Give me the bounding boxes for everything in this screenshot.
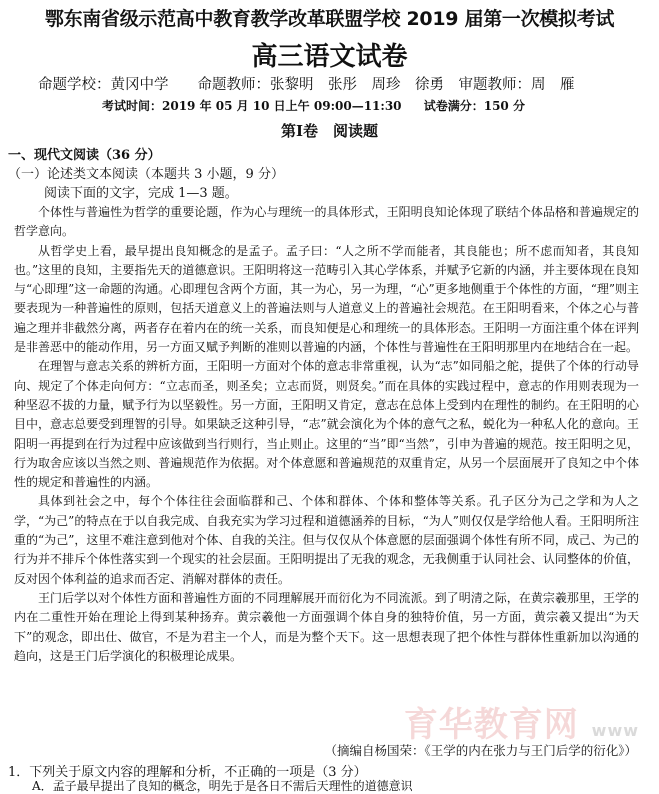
passage-paragraph: 王门后学以对个体性方面和普遍性方面的不同理解展开而衍化为不同流派。到了明清之际，在黄宗羲那里，王学的内在二重性开始在理论上得到某种扬弃。黄宗羲他一方面强调个体自身的独特价值，另一方面，黄宗羲又提出“为天下”的观念，即出仕、做官，不是为君主一个人，而是为整个天下。这一思想表现了把个体性与群体性重新加以沟通的趋向，这是王门后学演化的积极理论成果。 (14, 590, 639, 663)
passage-paragraph: 具体到社会之中，每个个体往往会面临群和己、个体和群体、个体和整体等关系。孔子区分为己之学和为人之学，“为己”的特点在于以自我完成、自我充实为学习过程和道德涵养的目标，“为人”则仅仅是学给他人看。王阳明所注重的“为己”，这里不难注意到他对个体、自我的关注。但与仅仅从个体意愿的层面强调个体性有所不同，成己、为己的行为并不排斥个体性落实到一个现实的社会层面。王阳明提出了无我的观念，无我侧重于认同社会、认同整体的价值，反对因个体利益的追求而否定、消解对群体的责任。 (14, 494, 639, 586)
roll-title: 第Ⅰ卷 阅读题 (280, 122, 379, 140)
question-1-stem: 1．下列关于原文内容的理解和分析，不正确的一项是（3 分） (8, 765, 367, 780)
watermark-text: 育华教育网 (403, 705, 579, 745)
full-score: 试卷满分：150 分 (423, 99, 525, 113)
staff-line: 命题学校：黄冈中学 命题教师：张黎明 张彤 周珍 徐勇 审题教师：周 雁 (38, 77, 575, 93)
school-union-title: 鄂东南省级示范高中教育教学改革联盟学校 2019 届第一次模拟考试 (44, 8, 615, 30)
passage-source: （摘编自杨国荣：《王学的内在张力与王门后学的衍化》） (324, 743, 637, 758)
passage (14, 203, 639, 666)
subsection-title: （一）论述类文本阅读（本题共 3 小题，9 分） (8, 167, 284, 182)
question-1-option-a: A．孟子最早提出了良知的概念，明先于是各日不需后天理性的道德意识 (32, 779, 413, 793)
passage-paragraph: 在理智与意志关系的辨析方面，王阳明一方面对个体的意志非常重视，认为“志”如同船之舵，提供了个体的行动导向、规定了个体走向何方：“立志而圣，则圣矣；立志而贤，则贤矣。”而在具体的实践过程中，意志的作用则表现为一种坚忍不拔的力量，赋予行为以坚毅性。另一方面，王阳明又肯定，意志在总体上受到内在理性的制约。在王阳明的心目中，意志总要受到理智的引导。如果缺乏这种引导，“志”就会演化为个体的意气之私，蜕化为一种私人化的意向。王阳明一再提到在行为过程中应该做到当行则行，当止则止。这里的“当”即“当然”，引申为普遍的规范。按王阳明之见，行为取舍应该以当然之则、普遍规范作为依据。对个体意愿和普遍规范的双重肯定，从另一个层面展开了良知之中个体性的规定和普遍性的内涵。 (14, 359, 639, 490)
reading-instruction: 阅读下面的文字，完成 1—3 题。 (44, 186, 238, 201)
paper-title: 高三语文试卷 (251, 42, 408, 72)
passage-paragraph: 从哲学史上看，最早提出良知概念的是孟子。孟子曰：“人之所不学而能者，其良能也；所不虑而知者，其良知也。”这里的良知，主要指先天的道德意识。王阳明将这一范畴引入其心学体系，并赋予它新的内涵，并主要体现在良知与“心即理”这一命题的沟通。心即理包含两个方面，其一为心，另一为理，“心”更多地侧重于个体性的方面，“理”则主要表现为一种普遍性的原则，包括天道意义上的普遍法则与人道意义上的普遍社会规范。在王阳明看来，个体之心与普遍之理并非截然分离，两者存在着内在的统一关系，而良知便是心和理统一的具体形态。王阳明一方面注重个体在评判是非善恶中的能动作用，另一方面又赋予判断的准则以普遍的内涵，个体性与普遍性在王阳明那里内在地结合在一起。 (14, 243, 639, 355)
section-title: 一、现代文阅读（36 分） (8, 148, 161, 163)
exam-time: 考试时间：2019 年 05 月 10 日上午 09:00—11:30 (102, 99, 402, 113)
exam-info (102, 97, 602, 114)
watermark-subtext: www (591, 721, 639, 740)
passage-paragraph: 个体性与普遍性为哲学的重要论题，作为心与理统一的具体形式，王阳明良知论体现了联结个体品格和普遍规定的哲学意向。 (14, 205, 639, 239)
watermark (404, 697, 639, 746)
